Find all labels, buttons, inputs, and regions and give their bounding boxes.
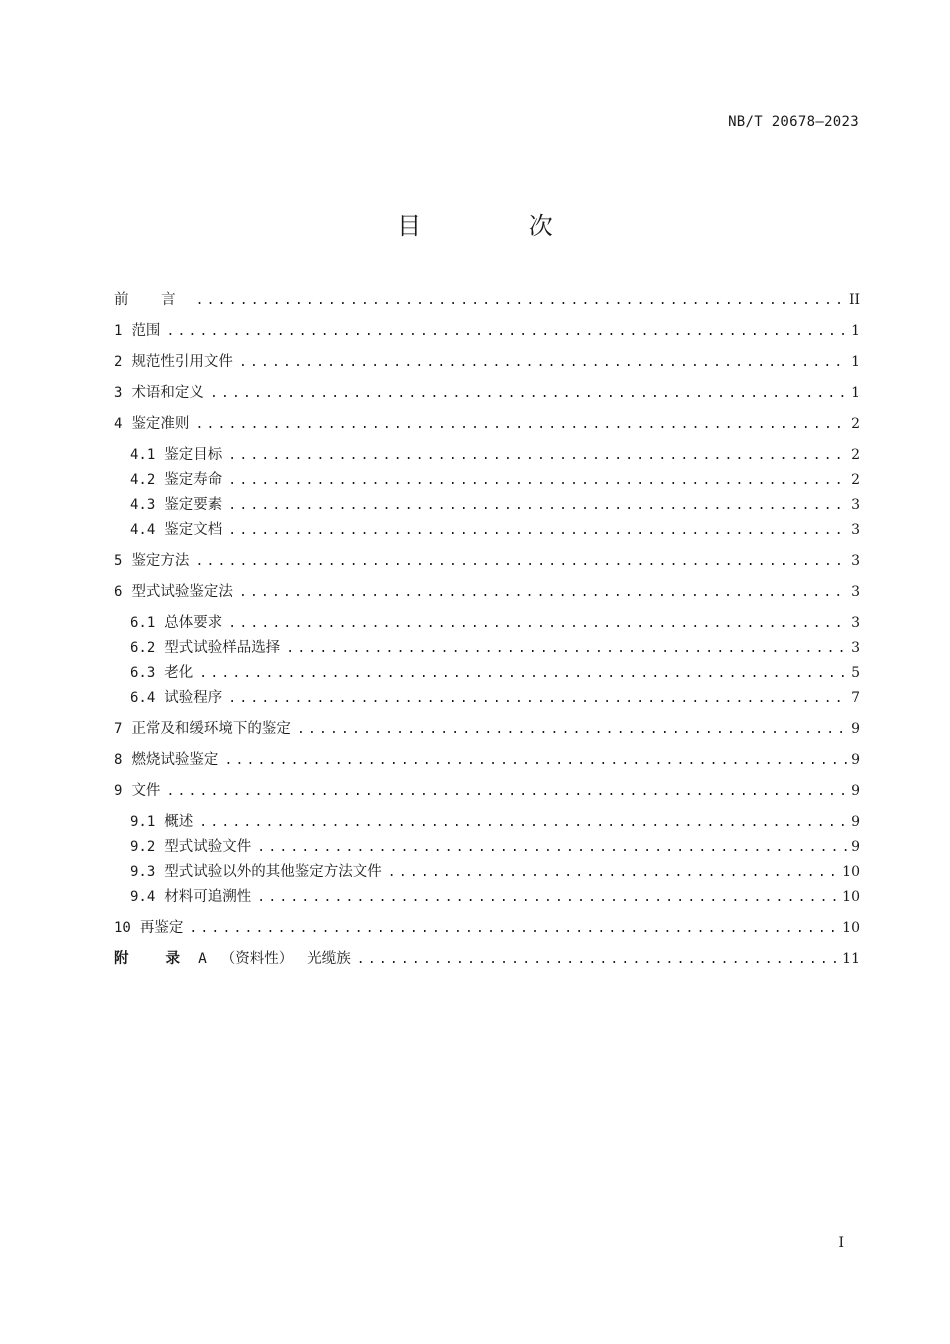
toc-entry-page: 9 (851, 783, 860, 799)
toc-entry-page: 1 (851, 354, 860, 370)
appendix-letter: A (198, 951, 207, 967)
toc-entry-page: 3 (851, 497, 860, 513)
toc-entry-page: 9 (851, 752, 860, 768)
footer-page-number: I (838, 1235, 844, 1251)
toc-leader (210, 386, 847, 401)
toc-entry-label: 正常及和缓环境下的鉴定 (131, 721, 291, 737)
toc-subentry[interactable] (114, 835, 860, 855)
toc-entry-page: 1 (851, 385, 860, 401)
toc-leader (196, 293, 845, 308)
toc-entry-label: 鉴定目标 (164, 447, 223, 463)
toc-entry-label: 鉴定寿命 (164, 472, 223, 488)
toc-entry-number: 7 (114, 721, 123, 737)
toc-leader (297, 722, 847, 737)
toc-leader (239, 585, 847, 600)
toc-subentry[interactable] (114, 661, 860, 681)
toc-entry-page: II (848, 292, 860, 308)
toc-entry[interactable] (114, 580, 860, 600)
toc-entry-page: 2 (851, 447, 860, 463)
toc-leader (228, 523, 847, 538)
toc-entry-page: 3 (851, 640, 860, 656)
toc-entry-number: 3 (114, 385, 123, 401)
toc-entry-label: 鉴定准则 (131, 416, 190, 432)
toc-entry-label: 鉴定要素 (164, 497, 223, 513)
toc-entry-label: 光缆族 (307, 951, 351, 967)
toc-entry-number: 1 (114, 323, 123, 339)
toc-entry-label: 术语和定义 (131, 385, 204, 401)
toc-entry[interactable] (114, 381, 860, 401)
toc-entry-number: 4.3 (130, 497, 156, 513)
toc-entry-page: 3 (851, 522, 860, 538)
toc-subentry[interactable] (114, 636, 860, 656)
toc-leader (195, 417, 847, 432)
toc-leader (388, 865, 838, 880)
toc-entry-page: 5 (851, 665, 860, 681)
toc-leader (166, 784, 847, 799)
toc-leader (199, 666, 847, 681)
appendix-type: （资料性） (220, 951, 294, 967)
toc-entry-label: 鉴定文档 (164, 522, 223, 538)
toc-entry-number: 4 (114, 416, 123, 432)
toc-entry-label: 概述 (164, 814, 194, 830)
toc-leader (195, 554, 847, 569)
toc-leader (199, 815, 847, 830)
toc-entry[interactable] (114, 717, 860, 737)
toc-entry-page: 9 (851, 814, 860, 830)
toc-subentry[interactable] (114, 885, 860, 905)
toc-entry-foreword[interactable] (114, 288, 860, 308)
toc-subentry[interactable] (114, 611, 860, 631)
toc-entry-number: 5 (114, 553, 123, 569)
toc-entry-label: 老化 (164, 665, 194, 681)
toc-leader (228, 498, 847, 513)
toc-entry[interactable] (114, 779, 860, 799)
toc-entry-appendix-a[interactable] (114, 947, 860, 967)
toc-entry-number: 6.3 (130, 665, 156, 681)
toc-leader (228, 691, 847, 706)
toc-entry-number: 4.4 (130, 522, 156, 538)
toc-entry-page: 2 (851, 416, 860, 432)
toc-entry-page: 10 (842, 864, 860, 880)
toc-subentry[interactable] (114, 518, 860, 538)
toc-entry-page: 11 (842, 951, 860, 967)
appendix-word: 附 录 (114, 951, 197, 967)
toc-entry-page: 1 (851, 323, 860, 339)
page-title: 目 次 (397, 212, 603, 240)
toc-entry-number: 9.1 (130, 814, 156, 830)
toc-entry[interactable] (114, 748, 860, 768)
toc-entry-number: 6.4 (130, 690, 156, 706)
toc-entry-page: 2 (851, 472, 860, 488)
toc-entry-number: 9.4 (130, 889, 156, 905)
toc-entry-label: 型式试验文件 (164, 839, 252, 855)
toc-entry-label: 文件 (131, 783, 161, 799)
toc-leader (166, 324, 847, 339)
toc-entry-page: 7 (851, 690, 860, 706)
toc-entry-label: 鉴定方法 (131, 553, 190, 569)
toc-subentry[interactable] (114, 468, 860, 488)
toc-entry[interactable] (114, 916, 860, 936)
toc-entry-number: 10 (114, 920, 131, 936)
toc-leader (239, 355, 847, 370)
toc-leader (228, 616, 847, 631)
toc-entry-number: 9.2 (130, 839, 156, 855)
toc-entry[interactable] (114, 350, 860, 370)
toc-entry-label: 再鉴定 (139, 920, 184, 936)
toc-entry-number: 4.2 (130, 472, 156, 488)
toc-entry-label: 燃烧试验鉴定 (131, 752, 219, 768)
toc-entry-label: 型式试验鉴定法 (131, 584, 233, 600)
standard-code: NB/T 20678—2023 (728, 114, 859, 130)
toc-entry-label: 型式试验样品选择 (164, 640, 281, 656)
toc-entry[interactable] (114, 319, 860, 339)
toc-subentry[interactable] (114, 860, 860, 880)
toc-entry-number: 2 (114, 354, 123, 370)
toc-leader (286, 641, 847, 656)
toc-subentry[interactable] (114, 443, 860, 463)
toc-leader (228, 448, 847, 463)
toc-leader (228, 473, 847, 488)
toc-entry-page: 10 (842, 889, 860, 905)
toc-entry-number: 6.1 (130, 615, 156, 631)
toc-entry-label: 试验程序 (164, 690, 223, 706)
toc-leader (357, 952, 838, 967)
toc-entry-number: 6 (114, 584, 123, 600)
toc-leader (189, 921, 838, 936)
toc-subentry[interactable] (114, 810, 860, 830)
toc-entry-label: 总体要求 (164, 615, 223, 631)
toc-subentry[interactable] (114, 493, 860, 513)
toc-leader (224, 753, 847, 768)
toc-entry-label: 前 言 (114, 292, 190, 308)
toc-leader (257, 890, 838, 905)
toc-entry-page: 3 (851, 553, 860, 569)
toc-entry-label: 范围 (131, 323, 161, 339)
toc-entry-page: 9 (851, 839, 860, 855)
toc-entry-label: 规范性引用文件 (131, 354, 233, 370)
toc-leader (257, 840, 847, 855)
toc-entry-label: 型式试验以外的其他鉴定方法文件 (164, 864, 382, 880)
toc-entry-page: 9 (851, 721, 860, 737)
toc-entry-label: 材料可追溯性 (164, 889, 252, 905)
toc-entry-number: 6.2 (130, 640, 156, 656)
toc-entry-number: 8 (114, 752, 123, 768)
toc-subentry[interactable] (114, 686, 860, 706)
toc-entry[interactable] (114, 412, 860, 432)
toc-entry-number: 9.3 (130, 864, 156, 880)
toc-entry-page: 3 (851, 615, 860, 631)
toc-entry-number: 4.1 (130, 447, 156, 463)
toc-entry-number: 9 (114, 783, 123, 799)
toc-entry[interactable] (114, 549, 860, 569)
toc-entry-page: 3 (851, 584, 860, 600)
toc-entry-page: 10 (842, 920, 860, 936)
